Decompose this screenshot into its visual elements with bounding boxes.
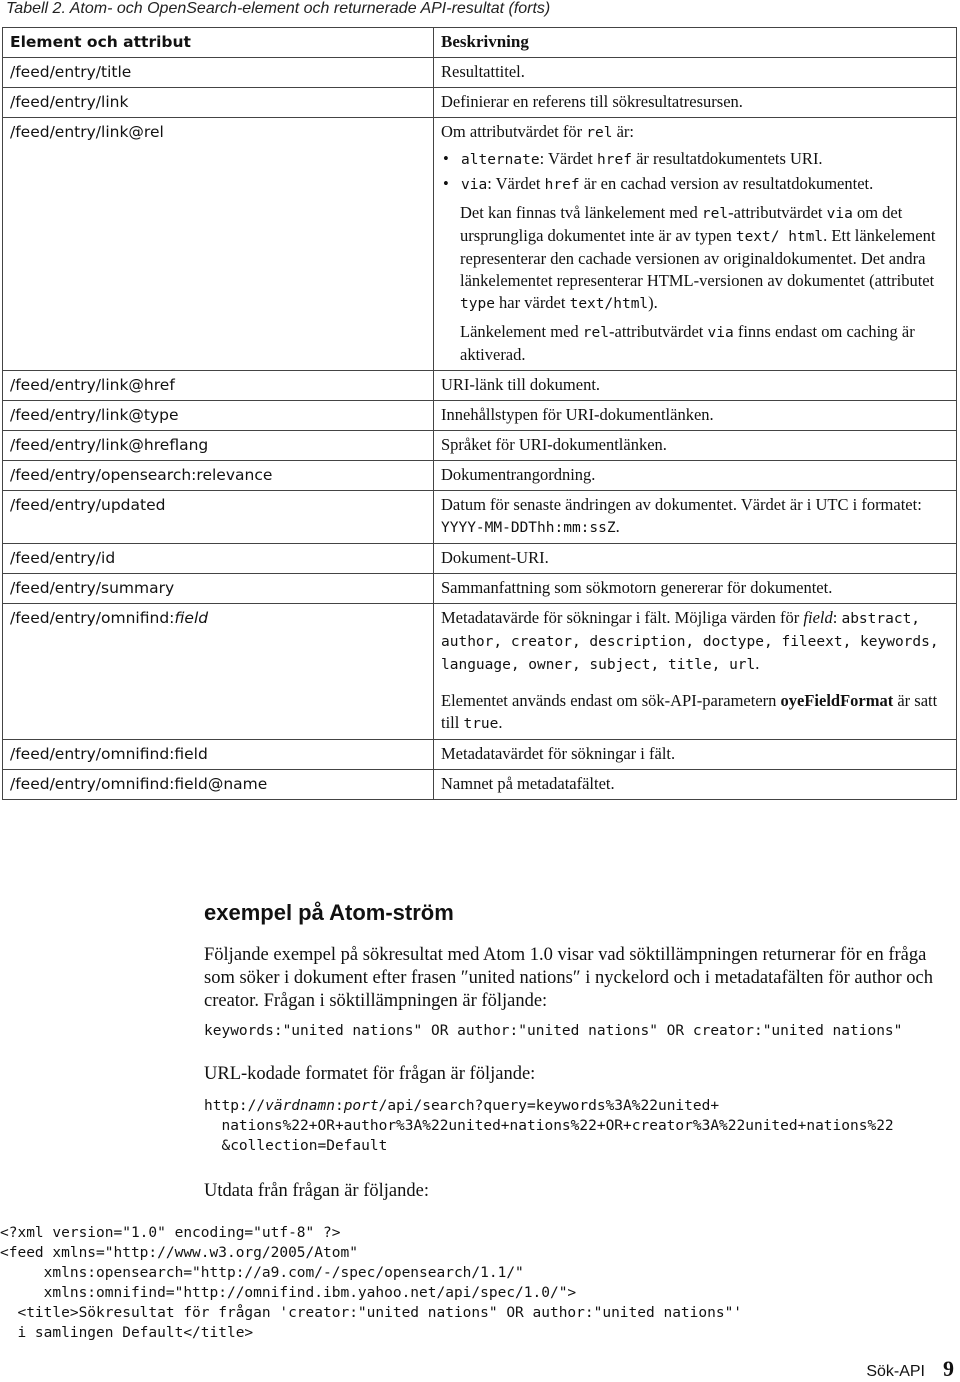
footer-label: Sök-API: [866, 1363, 925, 1380]
header-element: Element och attribut: [3, 28, 434, 58]
table-row: [3, 604, 957, 740]
row-element: /feed/entry/link: [3, 88, 434, 118]
row-description: Innehållstypen för URI-dokumentlänken.: [434, 401, 957, 431]
row-description: Dokument-URI.: [434, 544, 957, 574]
list-item: • via: Värdet href är en cachad version av resultatdokumentet.: [461, 173, 949, 196]
row-element: /feed/entry/link@rel: [3, 118, 434, 371]
table-header-row: [3, 28, 957, 58]
url-code: http://värdnamn:port/api/search?query=keywords%3A%22united+ nations%22+OR+author%3A%22united+nations%22+OR+creator%3A%22united+nations%22 &collection=Default: [204, 1098, 894, 1154]
row-element: /feed/entry/summary: [3, 574, 434, 604]
section-intro: Följande exempel på sökresultat med Atom 1.0 visar vad söktillämpningen returnerar för en fråga som söker i dokument efter frasen ″united nations″ i nyckelord och i metadatafälten för author och creator. Frågan i söktillämpningen är följande:: [204, 945, 933, 1011]
table-row: [3, 118, 957, 371]
row-description: [434, 118, 957, 371]
row-description: Dokumentrangordning.: [434, 461, 957, 491]
row-element: /feed/entry/omnifind:field: [3, 604, 434, 740]
table-row: [3, 491, 957, 544]
row-description: Namnet på metadatafältet.: [434, 770, 957, 800]
row-element: /feed/entry/link@hreflang: [3, 431, 434, 461]
row-description: Sammanfattning som sökmotorn genererar för dokumentet.: [434, 574, 957, 604]
rel-intro: Om attributvärdet för rel är:: [441, 122, 634, 141]
query-code: keywords:"united nations" OR author:"united nations" OR creator:"united nations": [204, 1023, 903, 1039]
table-row: [3, 401, 957, 431]
page-footer: [866, 1356, 954, 1382]
table-row: [3, 544, 957, 574]
table-row: [3, 461, 957, 491]
rel-values-list: [441, 148, 949, 196]
table-row: [3, 431, 957, 461]
section-title: exempel på Atom-ström: [204, 900, 454, 925]
output-intro: Utdata från frågan är följande:: [204, 1181, 429, 1201]
row-element: /feed/entry/omnifind:field: [3, 740, 434, 770]
row-description: Resultattitel.: [434, 58, 957, 88]
atom-example-section: [204, 900, 954, 1203]
rel-note-1: Det kan finnas två länkelement med rel-attributvärdet via om det ursprungliga dokumentet inte är av typen text/ html. Ett länkelement representerar den cachade versionen av originaldokumentet. Det andra länkelementet representerar HTML-versionen av dokumentet (attributet type har värdet text/html).: [460, 203, 936, 312]
row-element: /feed/entry/opensearch:relevance: [3, 461, 434, 491]
header-description: Beskrivning: [434, 28, 957, 58]
row-element: /feed/entry/id: [3, 544, 434, 574]
row-element: /feed/entry/omnifind:field@name: [3, 770, 434, 800]
url-intro: URL-kodade formatet för frågan är följande:: [204, 1064, 536, 1084]
row-description: URI-länk till dokument.: [434, 371, 957, 401]
row-description: Definierar en referens till sökresultatresursen.: [434, 88, 957, 118]
table-row: [3, 740, 957, 770]
table-caption: Tabell 2. Atom- och OpenSearch-element och returnerade API-resultat (forts): [6, 0, 551, 17]
field-desc-note: Elementet används endast om sök-API-parametern oyeFieldFormat är satt till true.: [441, 691, 938, 732]
row-description: Språket för URI-dokumentlänken.: [434, 431, 957, 461]
row-description: [434, 604, 957, 740]
row-element: /feed/entry/title: [3, 58, 434, 88]
xml-output-code: <?xml version="1.0" encoding="utf-8" ?> <feed xmlns="http://www.w3.org/2005/Atom" xmlns:opensearch="http://a9.com/-/spec/opensearch/1.1/" xmlns:omnifind="http://omnifind.ibm.yahoo.net/api/spec/1.0/"> <title>Sökresultat för frågan 'creator:"united nations" OR author:"united nations"' i samlingen Default</title>: [0, 1225, 743, 1341]
field-desc: Metadatavärde för sökningar i fält. Möjliga värden för field: abstract, author, creator, description, doctype, fileext, keywords, language, owner, subject, title, url.: [441, 608, 939, 673]
elements-table: [2, 27, 957, 800]
table-row: [3, 88, 957, 118]
list-item: • alternate: Värdet href är resultatdokumentets URI.: [461, 148, 949, 171]
row-element: /feed/entry/link@href: [3, 371, 434, 401]
table-row: [3, 574, 957, 604]
table-row: [3, 58, 957, 88]
row-element: /feed/entry/updated: [3, 491, 434, 544]
row-description: Metadatavärdet för sökningar i fält.: [434, 740, 957, 770]
row-description: Datum för senaste ändringen av dokumentet. Värdet är i UTC i formatet: YYYY-MM-DDThh:mm:ssZ.: [434, 491, 957, 544]
table-row: [3, 371, 957, 401]
row-element: /feed/entry/link@type: [3, 401, 434, 431]
rel-note-2: Länkelement med rel-attributvärdet via finns endast om caching är aktiverad.: [460, 322, 915, 364]
page-number: 9: [943, 1356, 954, 1381]
table-row: [3, 770, 957, 800]
